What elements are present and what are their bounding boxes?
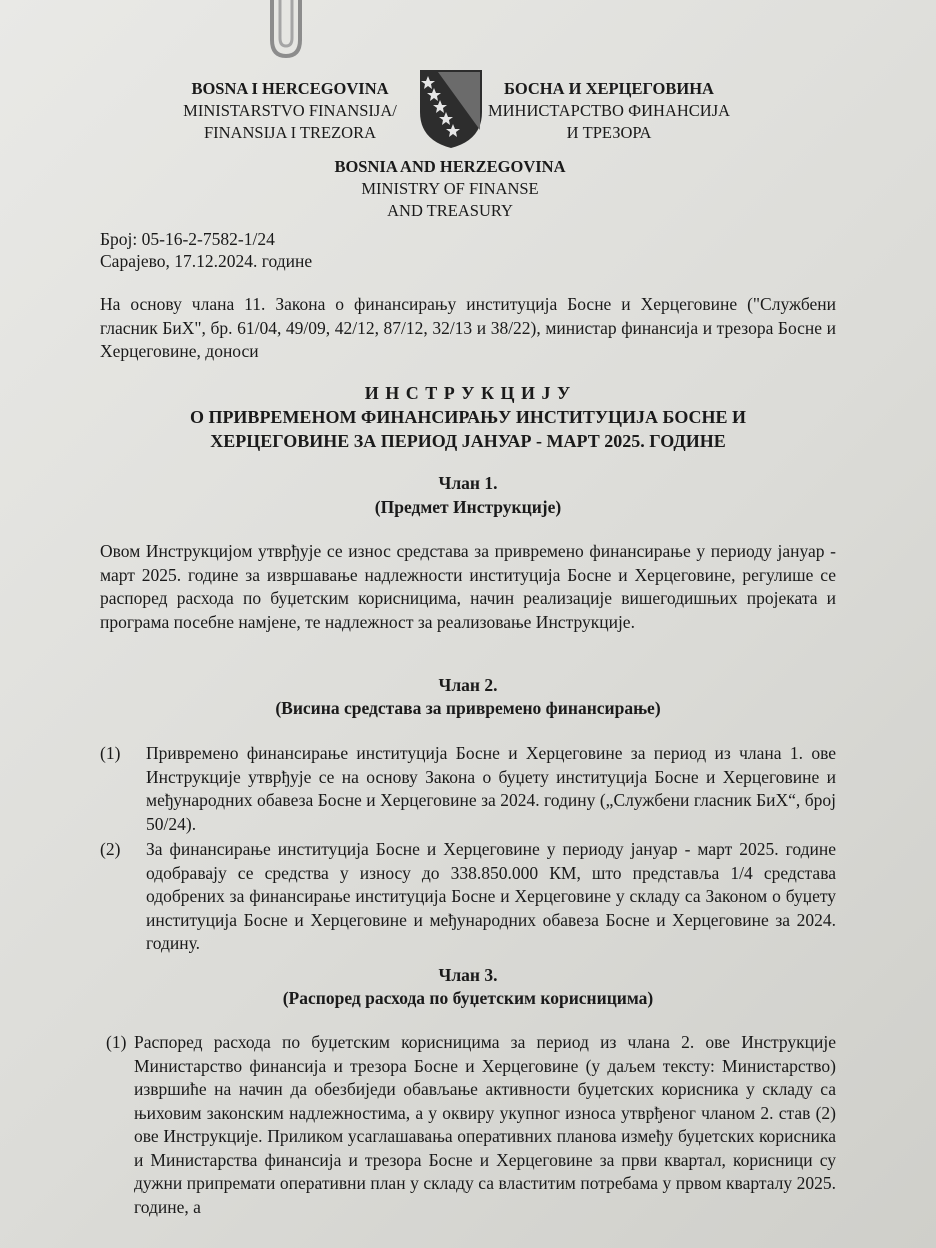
article-1-text: Овом Инструкцијом утврђује се износ средстава за привремено финансирање у периоду јануар - март 2025. године за извршавање надлежности институција Босне и Херцеговине, регулише се распоред расхода по буџетским корисницима, начин реализације вишегодишњих пројеката и програма посебне намјене, те надлежност за реализовање Инструкције. bbox=[100, 541, 836, 632]
cyrillic-ministry-line2: И ТРЕЗОРА bbox=[566, 123, 652, 142]
header-english bbox=[280, 156, 620, 222]
latin-country: BOSNA I HERCEGOVINA bbox=[191, 79, 389, 98]
article-2-item-2-text: За финансирање институција Босне и Херцеговине у периоду јануар - март 2025. године одобравају се средства у износу до 338.850.000 КМ, што представља 1/4 средстава одобрених за финансирање институција Босне и Херцеговине у складу са Законом о буџету институција Босне и Херцеговине и међународних обавеза Босне и Херцеговине за 2024. годину. bbox=[146, 839, 836, 953]
article-2-item-1-text: Привремено финансирање институција Босне и Херцеговине за период из члана 1. ове Инструкције утврђује се на основу Закона о буџету институција Босне и Херцеговине и међународних обавеза Босне и Херцеговине за 2024. годину („Службени гласник БиХ“, број 50/24). bbox=[146, 743, 836, 834]
article-2-item-1-number: (1) bbox=[100, 743, 121, 763]
header-cyrillic bbox=[484, 78, 734, 144]
article-2-subtitle: (Висина средстава за привремено финансирање) bbox=[275, 698, 661, 718]
document-number: Број: 05-16-2-7582-1/24 bbox=[100, 229, 275, 249]
article-3-subtitle: (Распоред расхода по буџетским корисницима) bbox=[282, 988, 654, 1008]
article-1-heading: Члан 1. bbox=[438, 473, 498, 493]
article-2-item-2-number: (2) bbox=[100, 839, 121, 859]
article-2-heading: Члан 2. bbox=[438, 675, 498, 695]
title-line3: ХЕРЦЕГОВИНЕ ЗА ПЕРИОД ЈАНУАР - МАРТ 2025. ГОДИНЕ bbox=[210, 431, 726, 451]
place-and-date: Сарајево, 17.12.2024. године bbox=[100, 251, 313, 271]
article-3-item-1-text: Распоред расхода по буџетским корисницима за период из члана 2. ове Инструкције Министарство финансија и трезора Босне и Херцеговине (у даљем тексту: Министарство) извршиће на начин да обезбиједи обављање активности буџетских корисника у складу са њиховим законским надлежностима, а у оквиру укупног износа утврђеног чланом 2. став (2) ове Инструкције. Приликом усаглашавања оперативних планова између буџетских корисника и Министарства финансија и трезора Босне и Херцеговине за први квартал, корисници су дужни припремати оперативни план у складу са властитим потребама у првом кварталу 2025. године, а bbox=[134, 1032, 836, 1217]
header-latin bbox=[160, 78, 420, 144]
title-line2: О ПРИВРЕМЕНОМ ФИНАНСИРАЊУ ИНСТИТУЦИЈА БОСНЕ И bbox=[189, 407, 747, 427]
article-1-subtitle: (Предмет Инструкције) bbox=[374, 497, 562, 517]
title-line1: И Н С Т Р У К Ц И Ј У bbox=[364, 383, 572, 403]
preamble: На основу члана 11. Закона о финансирању институција Босне и Херцеговине ("Службени гласник БиХ", бр. 61/04, 49/09, 42/12, 87/12, 32/13 и 38/22), министар финансија и трезора Босне и Херцеговине, доноси bbox=[100, 294, 836, 361]
latin-ministry-line2: FINANSIJA I TREZORA bbox=[203, 123, 377, 142]
english-ministry-line1: MINISTRY OF FINANSE bbox=[361, 179, 539, 198]
document-title bbox=[100, 381, 836, 453]
english-country: BOSNIA AND HERZEGOVINA bbox=[334, 157, 566, 176]
latin-ministry-line1: MINISTARSTVO FINANSIJA/ bbox=[183, 101, 397, 120]
cyrillic-ministry-line1: МИНИСТАРСТВО ФИНАНСИЈА bbox=[487, 101, 731, 120]
article-3-heading: Члан 3. bbox=[438, 965, 498, 985]
coat-of-arms-icon bbox=[418, 68, 484, 150]
cyrillic-country: БОСНА И ХЕРЦЕГОВИНА bbox=[504, 79, 714, 98]
english-ministry-line2: AND TREASURY bbox=[387, 201, 513, 220]
article-3-item-1-number: (1) bbox=[106, 1032, 127, 1052]
